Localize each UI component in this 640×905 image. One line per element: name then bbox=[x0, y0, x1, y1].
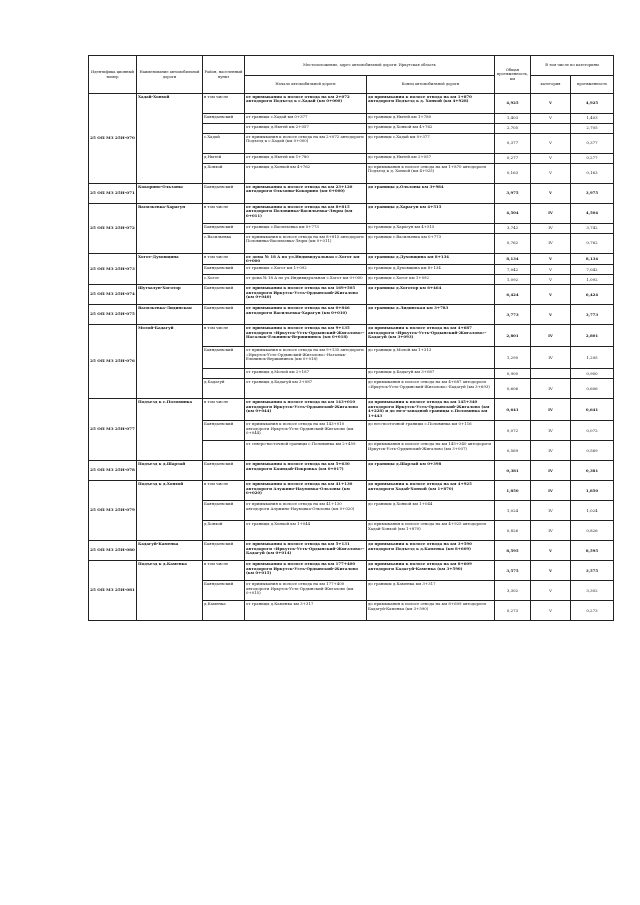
road-place: в том числе bbox=[203, 561, 245, 581]
road-start: от границы д.Каменка км 3+317 bbox=[245, 601, 367, 621]
road-category-length: 2,705 bbox=[571, 124, 614, 134]
road-category: V bbox=[531, 94, 571, 114]
road-end: до границы д.Лидинская км 3+783 bbox=[367, 305, 495, 325]
road-place: д.Хонхой bbox=[203, 164, 245, 184]
road-category: V bbox=[531, 561, 571, 581]
table-row bbox=[89, 399, 614, 421]
road-length: 0,277 bbox=[495, 154, 531, 164]
road-end: до примыкания к полосе отвода на км 145+340 автодороги Иркутск-Усть-Ордынский-Жигалово (км 3+007) bbox=[367, 441, 495, 461]
road-place: в том числе bbox=[203, 399, 245, 421]
road-category-length: 1,850 bbox=[571, 481, 614, 501]
road-start: от примыкания к полосе отвода на км 5+630 автодороги Баяндай-Покровка (км 0+017) bbox=[245, 461, 367, 481]
road-length: 0,163 bbox=[495, 164, 531, 184]
road-category: V bbox=[531, 114, 571, 124]
road-end: до границы д.Ользоны км 3+984 bbox=[367, 184, 495, 204]
road-category: V bbox=[531, 154, 571, 164]
road-category: IV bbox=[531, 501, 571, 521]
road-place: Баяндаевский bbox=[203, 265, 245, 275]
road-start: от примыкания к полосе отвода на км 41+130 автодороги Алужино-Наумовка-Ользоны (км 0+020) bbox=[245, 501, 367, 521]
road-end: до примыкания к полосе отвода на км 4+687 автодороги «Иркутск-Усть-Ордынский-Жигалово»-Бадагуй (км 3+093) bbox=[367, 325, 495, 347]
road-category-length: 0,569 bbox=[571, 441, 614, 461]
road-category-length: 0,606 bbox=[571, 379, 614, 399]
roads-table-body bbox=[89, 94, 614, 621]
road-length: 3,742 bbox=[495, 224, 531, 234]
road-name: Бадагуй-Каменка bbox=[137, 541, 203, 561]
road-id: 25 ОП МЗ 25Н-070 bbox=[89, 94, 137, 184]
table-row bbox=[89, 541, 614, 561]
road-place: Баяндаевский bbox=[203, 347, 245, 369]
road-id: 25 ОП МЗ 25Н-081 bbox=[89, 561, 137, 621]
road-category-length: 1,295 bbox=[571, 347, 614, 369]
road-place: в том числе bbox=[203, 481, 245, 501]
road-start: от дома № 18 А по ул.Индивидуальная с.Хогот км 0+000 bbox=[245, 275, 367, 285]
road-start: от границы д.Молой км 2+187 bbox=[245, 369, 367, 379]
road-place bbox=[203, 369, 245, 379]
road-category-length: 2,801 bbox=[571, 325, 614, 347]
road-category: V bbox=[531, 601, 571, 621]
road-category: IV bbox=[531, 461, 571, 481]
road-end: до примыкания к полосе отвода на км 8+609 автодороги Бадагуй-Каменка (км 3+590) bbox=[367, 601, 495, 621]
road-end: до границы д.Нытей км 1+780 bbox=[367, 114, 495, 124]
road-category-length: 0,163 bbox=[571, 164, 614, 184]
road-place: в том числе bbox=[203, 254, 245, 265]
road-length: 0,606 bbox=[495, 379, 531, 399]
road-category-length: 1,092 bbox=[571, 275, 614, 285]
road-category: IV bbox=[531, 399, 571, 421]
road-end: до примыкания к полосе отвода на км 145+340 автодороги Иркутск-Усть-Ордынский-Жигалово (км 4+228) и до юго-западной границы с.Половинка км 1+443 bbox=[367, 399, 495, 421]
road-end: до границы д.Каменка км 3+317 bbox=[367, 581, 495, 601]
table-row bbox=[89, 325, 614, 347]
road-start: от примыкания к полосе отвода на км 0+846 автодороги Васильевка-Харагун (км 0+010) bbox=[245, 305, 367, 325]
road-name: Молой-Бадагуй bbox=[137, 325, 203, 399]
road-category-length: 3,742 bbox=[571, 224, 614, 234]
road-id: 25 ОП МЗ 25Н-079 bbox=[89, 481, 137, 541]
road-name: Кокорино-Ользоны bbox=[137, 184, 203, 204]
road-end: до границы д.Харагун км 4+515 bbox=[367, 224, 495, 234]
road-name: Хогот-Духовщина bbox=[137, 254, 203, 285]
road-place: Баяндаевский bbox=[203, 581, 245, 601]
road-end: до границы д.Хонхой км 1+044 bbox=[367, 501, 495, 521]
road-length: 4,504 bbox=[495, 204, 531, 224]
road-category-length: 0,762 bbox=[571, 234, 614, 254]
road-place: д.Нытей bbox=[203, 154, 245, 164]
road-category bbox=[531, 124, 571, 134]
road-category-length: 0,826 bbox=[571, 521, 614, 541]
header-length: Общая протяженность, км bbox=[495, 56, 531, 94]
road-name: Подъезд к д.Хонхой bbox=[137, 481, 203, 541]
header-location: Местоположение, адрес автомобильной дороги: Иркутская область bbox=[245, 56, 495, 76]
road-start: от примыкания к полосе отвода на км 8+815 автодороги Половинка-Васильевка-Люры (км 0+011) bbox=[245, 204, 367, 224]
road-length: 1,024 bbox=[495, 501, 531, 521]
header-start: Начало автомобильной дороги bbox=[245, 76, 367, 94]
road-place: с.Васильевка bbox=[203, 234, 245, 254]
road-length: 0,273 bbox=[495, 601, 531, 621]
road-category-length: 0,900 bbox=[571, 369, 614, 379]
road-category: IV bbox=[531, 521, 571, 541]
road-id: 25 ОП МЗ 25Н-075 bbox=[89, 305, 137, 325]
table-row bbox=[89, 305, 614, 325]
road-category-length: 3,575 bbox=[571, 561, 614, 581]
road-category-length: 3,302 bbox=[571, 581, 614, 601]
road-length: 8,595 bbox=[495, 541, 531, 561]
road-category-length: 1,403 bbox=[571, 114, 614, 124]
header-cat: категория bbox=[531, 76, 571, 94]
road-category-length: 0,273 bbox=[571, 601, 614, 621]
road-start: от примыкания к полосе отвода на км 169+505 автодороги Иркутск-Усть-Ордынский-Жигалово (км 0+040) bbox=[245, 285, 367, 305]
road-category-length: 8,595 bbox=[571, 541, 614, 561]
road-name: Подъезд к с.Половинка bbox=[137, 399, 203, 461]
road-id: 25 ОП МЗ 25Н-077 bbox=[89, 399, 137, 461]
road-place: Баяндаевский bbox=[203, 285, 245, 305]
road-category: V bbox=[531, 134, 571, 154]
road-place: Баяндаевский bbox=[203, 184, 245, 204]
table-row bbox=[89, 561, 614, 581]
road-category-length: 6,424 bbox=[571, 285, 614, 305]
road-name: Шутхалун-Хоготор bbox=[137, 285, 203, 305]
road-length: 1,850 bbox=[495, 481, 531, 501]
road-length: 0,762 bbox=[495, 234, 531, 254]
table-row bbox=[89, 285, 614, 305]
road-category: V bbox=[531, 285, 571, 305]
road-place: д.Каменка bbox=[203, 601, 245, 621]
road-id: 25 ОП МЗ 25Н-074 bbox=[89, 285, 137, 305]
road-category-length: 4,925 bbox=[571, 94, 614, 114]
header-len: протяженность bbox=[571, 76, 614, 94]
road-place: Баяндаевский bbox=[203, 501, 245, 521]
road-start: от дома № 18 А по ул.Индивидуальная с.Хогот км 0+000 bbox=[245, 254, 367, 265]
road-length: 7,042 bbox=[495, 265, 531, 275]
road-end: до примыкания к полосе отвода на км 8+609 автодороги Бадагуй-Каменка (км 3+590) bbox=[367, 561, 495, 581]
header-incl: В том числе по категориям bbox=[531, 56, 614, 76]
road-start: от примыкания к полосе отвода на км 8+815 автодороги Половинка-Васильевка-Люры (км 0+011) bbox=[245, 234, 367, 254]
road-start: от границы с.Хогот км 1+092 bbox=[245, 265, 367, 275]
road-start: от границы д.Бадагуй км 3+087 bbox=[245, 379, 367, 399]
road-place: с.Хадай bbox=[203, 134, 245, 154]
road-length: 2,801 bbox=[495, 325, 531, 347]
road-start: от примыкания к полосе отвода на км 41+130 автодороги Алужино-Наумовка-Ользоны (км 0+020) bbox=[245, 481, 367, 501]
road-length: 8,134 bbox=[495, 254, 531, 265]
road-start: от границы д.Нытей км 1+780 bbox=[245, 154, 367, 164]
road-place: Баяндаевский bbox=[203, 305, 245, 325]
road-place: с.Хогот bbox=[203, 275, 245, 285]
road-length: 1,295 bbox=[495, 347, 531, 369]
road-start: от примыкания к полосе отвода на км 9+135 автодороги «Иркутск-Усть-Ордынский-Жигалово»-Нагалык-Ельнинск-Вершининск (км 0+018) bbox=[245, 347, 367, 369]
header-end: Конец автомобильной дороги bbox=[367, 76, 495, 94]
road-category: V bbox=[531, 184, 571, 204]
road-start: от примыкания к полосе отвода на км 177+400 автодороги Иркутск-Усть-Ордынский-Жигалово (км 0+015) bbox=[245, 581, 367, 601]
header-place: Район, населенный пункт bbox=[203, 56, 245, 94]
road-start: от примыкания к полосе отвода на км 2+072 автодороги Подъезд к с.Хадай (км 0+000) bbox=[245, 94, 367, 114]
road-length: 3,302 bbox=[495, 581, 531, 601]
road-start: от примыкания к полосе отвода на км 143+010 автодороги Иркутск-Усть-Ордынский-Жигалово (км 0+044) bbox=[245, 421, 367, 441]
road-end: до примыкания к полосе отвода на км 4+687 автодороги «Иркутск-Усть-Ордынский-Жигалово»-Бадагуй (км 3+693) bbox=[367, 379, 495, 399]
road-name: Хадай-Хонхой bbox=[137, 94, 203, 184]
road-name: Подъезд к д.Каменка bbox=[137, 561, 203, 621]
road-category: V bbox=[531, 305, 571, 325]
road-category: IV bbox=[531, 325, 571, 347]
road-end: до границы с.Хадай км 0+377 bbox=[367, 134, 495, 154]
road-end: до границы д.Хонхой км 4+762 bbox=[367, 124, 495, 134]
road-end: до границы с.Васильевка км 0+773 bbox=[367, 234, 495, 254]
road-start: от примыкания к полосе отвода на км 143+010 автодороги Иркутск-Усть-Ордынский-Жигалово (км 0+044) bbox=[245, 399, 367, 421]
road-category: V bbox=[531, 254, 571, 265]
road-start: от примыкания к полосе отвода на км 2+072 автодороги Подъезд к с.Хадай (км 0+000) bbox=[245, 134, 367, 154]
road-end: до границы с.Хогот км 1+092 bbox=[367, 275, 495, 285]
road-end: до примыкания к полосе отвода на км 1+870 автодороги Подъезд к д. Хонхой (км 4+925) bbox=[367, 164, 495, 184]
road-end: до примыкания к полосе отвода на км 4+925 автодороги Хадай-Хонхой (км 1+870) bbox=[367, 481, 495, 501]
road-end: до границы д.Шарлай км 0+398 bbox=[367, 461, 495, 481]
road-length: 3,575 bbox=[495, 561, 531, 581]
road-id: 25 ОП МЗ 25Н-078 bbox=[89, 461, 137, 481]
road-place bbox=[203, 124, 245, 134]
road-length: 0,826 bbox=[495, 521, 531, 541]
road-length: 0,072 bbox=[495, 421, 531, 441]
road-end: до границы д.Нытей км 2+057 bbox=[367, 154, 495, 164]
road-start: от северо-восточной границы с.Половинка км 2+459 bbox=[245, 441, 367, 461]
road-id: 25 ОП МЗ 25Н-073 bbox=[89, 254, 137, 285]
road-category-length: 8,134 bbox=[571, 254, 614, 265]
road-end: до границы д.Духовщина км 8+134 bbox=[367, 265, 495, 275]
road-place: Баяндаевский bbox=[203, 421, 245, 441]
road-category: V bbox=[531, 164, 571, 184]
road-start: от границы д.Хонхой км 1+044 bbox=[245, 521, 367, 541]
road-length: 3,773 bbox=[495, 305, 531, 325]
road-end: до примыкания к полосе отвода на км 1+870 автодороги Подъезд к д. Хонхой (км 4+928) bbox=[367, 94, 495, 114]
road-category-length: 0,381 bbox=[571, 461, 614, 481]
road-place: в том числе bbox=[203, 325, 245, 347]
road-category-length: 4,504 bbox=[571, 204, 614, 224]
road-start: от примыкания к полосе отвода на км 9+135 автодороги «Иркутск-Усть-Ордынский-Жигалово»-Нагалык-Ельнинск-Вершининск (км 0+018) bbox=[245, 325, 367, 347]
road-name: Подъезд к д.Шарлай bbox=[137, 461, 203, 481]
road-length: 3,975 bbox=[495, 184, 531, 204]
road-length: 6,424 bbox=[495, 285, 531, 305]
table-row bbox=[89, 254, 614, 265]
road-category: V bbox=[531, 581, 571, 601]
road-length: 4,925 bbox=[495, 94, 531, 114]
road-category: IV bbox=[531, 441, 571, 461]
table-row bbox=[89, 461, 614, 481]
road-category: V bbox=[531, 265, 571, 275]
road-place: Баяндаевский bbox=[203, 461, 245, 481]
road-start: от примыкания к полосе отвода на км 23+120 автодороги Ользоны-Кокорино (км 0+000) bbox=[245, 184, 367, 204]
road-category: IV bbox=[531, 234, 571, 254]
table-row bbox=[89, 184, 614, 204]
road-id: 25 ОП МЗ 25Н-076 bbox=[89, 325, 137, 399]
road-start: от примыкания к полосе отвода на км 5+131 автодороги «Иркутск-Усть-Ордынский-Жигалово»-Бадагуй (км 0+014) bbox=[245, 541, 367, 561]
road-length: 0,377 bbox=[495, 134, 531, 154]
road-category: V bbox=[531, 275, 571, 285]
road-end: до границы д.Молой км 1+313 bbox=[367, 347, 495, 369]
road-id: 25 ОП МЗ 25Н-072 bbox=[89, 204, 137, 254]
table-row bbox=[89, 94, 614, 114]
road-category: V bbox=[531, 541, 571, 561]
road-end: до границы д.Духовщина км 8+134 bbox=[367, 254, 495, 265]
road-category bbox=[531, 369, 571, 379]
road-category: IV bbox=[531, 204, 571, 224]
road-length: 0,381 bbox=[495, 461, 531, 481]
road-category: IV bbox=[531, 224, 571, 234]
header-id: Идентифика ционный номер bbox=[89, 56, 137, 94]
road-place: в том числе bbox=[203, 94, 245, 114]
header-name: Наименование автомобильной дороги bbox=[137, 56, 203, 94]
road-start: от границы с.Хадай км 0+377 bbox=[245, 114, 367, 124]
road-place: в том числе bbox=[203, 204, 245, 224]
road-length: 0,569 bbox=[495, 441, 531, 461]
road-length: 0,900 bbox=[495, 369, 531, 379]
table-row bbox=[89, 204, 614, 224]
road-place: д.Хонхой bbox=[203, 521, 245, 541]
road-end: до юго-восточной границы с.Половинка км 0+116 bbox=[367, 421, 495, 441]
road-id: 25 ОП МЗ 25Н-080 bbox=[89, 541, 137, 561]
road-category-length: 0,377 bbox=[571, 134, 614, 154]
road-category-length: 0,641 bbox=[571, 399, 614, 421]
road-end: до примыкания к полосе отвода на км 3+590 автодороги Подъезд к д.Каменка (км 8+609) bbox=[367, 541, 495, 561]
table-row bbox=[89, 481, 614, 501]
road-place: Баяндаевский bbox=[203, 224, 245, 234]
road-place bbox=[203, 441, 245, 461]
road-category-length: 0,072 bbox=[571, 421, 614, 441]
road-start: от границы д.Нытей км 2+057 bbox=[245, 124, 367, 134]
road-start: от примыкания к полосе отвода на км 177+400 автодороги Иркутск-Усть-Ордынский-Жигалово (км 0+015) bbox=[245, 561, 367, 581]
road-category: IV bbox=[531, 481, 571, 501]
road-place: Баяндаевский bbox=[203, 114, 245, 124]
road-category: IV bbox=[531, 421, 571, 441]
road-place: Баяндаевский bbox=[203, 541, 245, 561]
road-category-length: 3,975 bbox=[571, 184, 614, 204]
road-id: 25 ОП МЗ 25Н-071 bbox=[89, 184, 137, 204]
road-length: 1,403 bbox=[495, 114, 531, 124]
road-category: IV bbox=[531, 347, 571, 369]
road-start: от границы д.Хонхой км 4+762 bbox=[245, 164, 367, 184]
road-category-length: 7,042 bbox=[571, 265, 614, 275]
road-end: до границы д.Бадагуй км 3+087 bbox=[367, 369, 495, 379]
road-end: до границы д.Хоготор км 6+464 bbox=[367, 285, 495, 305]
roads-table bbox=[88, 55, 614, 621]
road-end: до примыкания к полосе отвода на км 4+925 автодороги Хадай-Хонхой (км 1+870) bbox=[367, 521, 495, 541]
road-length: 1,092 bbox=[495, 275, 531, 285]
road-length: 0,641 bbox=[495, 399, 531, 421]
road-start: от границы с.Васильевка км 0+773 bbox=[245, 224, 367, 234]
road-place: д.Бадагуй bbox=[203, 379, 245, 399]
road-name: Васильевка-Харагун bbox=[137, 204, 203, 254]
road-end: до границы д.Харагун км 4+515 bbox=[367, 204, 495, 224]
road-category-length: 3,773 bbox=[571, 305, 614, 325]
road-category-length: 1,024 bbox=[571, 501, 614, 521]
road-length: 2,705 bbox=[495, 124, 531, 134]
road-name: Васильевка-Лидинская bbox=[137, 305, 203, 325]
road-category: IV bbox=[531, 379, 571, 399]
road-category-length: 0,277 bbox=[571, 154, 614, 164]
